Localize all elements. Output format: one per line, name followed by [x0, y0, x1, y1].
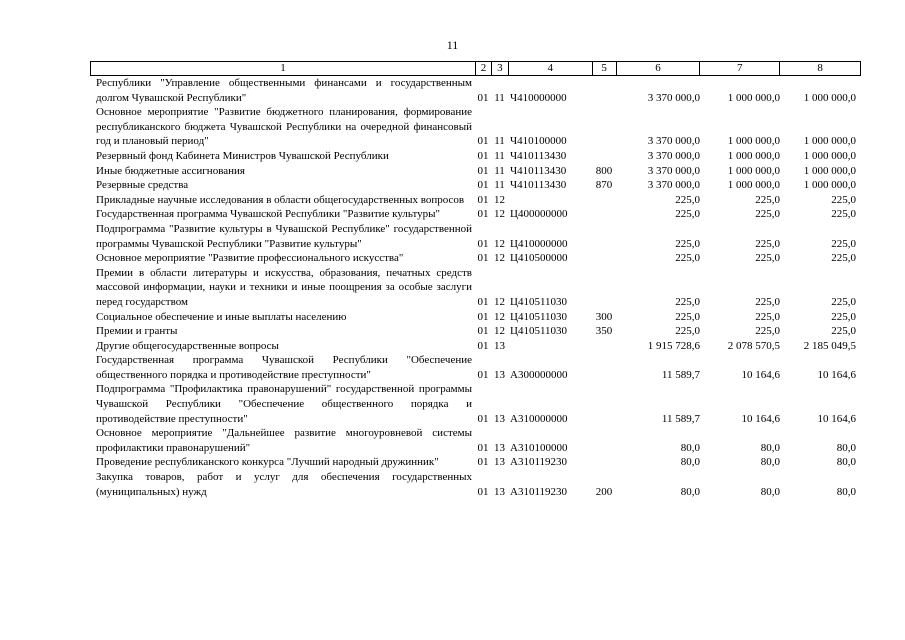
row-subsection: 12 [494, 252, 505, 265]
row-amount-6: 225,0 [675, 310, 700, 323]
row-amount-7: 1 000 000,0 [727, 149, 780, 162]
row-amount-8: 225,0 [831, 295, 856, 308]
table-row [90, 105, 861, 149]
budget-table [90, 61, 861, 499]
table-row [90, 324, 861, 339]
row-name: Государственная программа Чувашской Республики "Развитие культуры" [96, 208, 440, 221]
row-name: Подпрограмма "Развитие культуры в Чувашской Республике" государственной программы Чувашской Республики "Развитие культуры" [96, 222, 472, 250]
row-amount-6: 3 370 000,0 [647, 179, 700, 192]
table-row [90, 222, 861, 251]
row-amount-6: 225,0 [675, 295, 700, 308]
row-target-code: А310000000 [510, 412, 568, 425]
table-row [90, 310, 861, 325]
row-name: Закупка товаров, работ и услуг для обеспечения государственных (муниципальных) нужд [96, 471, 472, 498]
row-target-code: Ц410511030 [510, 295, 568, 308]
table-header [90, 61, 861, 76]
row-amount-6: 225,0 [675, 237, 700, 250]
row-amount-7: 80,0 [760, 456, 780, 469]
row-name: Основное мероприятие "Развитие бюджетного планирования, формирование республиканского бюджета Чувашской Республики на очередной финансовый год и плановый период" [96, 106, 472, 148]
row-amount-7: 225,0 [755, 208, 780, 221]
row-name: Проведение республиканского конкурса "Лучший народный дружинник" [96, 456, 439, 469]
row-section: 01 [477, 149, 489, 162]
header-col-8: 8 [779, 62, 860, 75]
row-section: 01 [477, 208, 489, 221]
row-name: Прикладные научные исследования в области общегосударственных вопросов [96, 193, 465, 206]
table-row [90, 339, 861, 354]
table-row [90, 382, 861, 426]
row-amount-8: 225,0 [831, 193, 856, 206]
row-target-code: Ц400000000 [510, 208, 568, 221]
row-subsection: 12 [494, 325, 505, 338]
row-target-code: Ч410113430 [510, 179, 567, 192]
table-row [90, 76, 861, 105]
row-name: Основное мероприятие "Дальнейшее развитие многоуровневой системы профилактики правонарушений" [96, 427, 472, 454]
header-col-1: 1 [280, 62, 286, 74]
row-name: Премии и гранты [96, 325, 178, 338]
row-name: Государственная программа Чувашской Республики "Обеспечение общественного порядка и противодействие преступности" [96, 354, 472, 381]
row-amount-8: 80,0 [836, 485, 856, 498]
row-target-code: А300000000 [510, 368, 568, 381]
row-amount-7: 225,0 [755, 252, 780, 265]
table-body [90, 76, 861, 499]
row-subsection: 12 [494, 193, 505, 206]
row-section: 01 [477, 135, 489, 148]
row-amount-7: 1 000 000,0 [727, 164, 780, 177]
page-number: 11 [446, 38, 459, 52]
header-col-6: 6 [616, 62, 700, 75]
row-amount-8: 80,0 [836, 456, 856, 469]
row-amount-8: 1 000 000,0 [803, 149, 856, 162]
row-amount-7: 80,0 [760, 485, 780, 498]
row-target-code: Ч410000000 [510, 91, 567, 104]
row-target-code: Ч410113430 [510, 164, 567, 177]
header-col-5: 5 [592, 62, 616, 75]
row-amount-6: 11 589,7 [661, 368, 700, 381]
row-section: 01 [477, 164, 489, 177]
row-amount-6: 80,0 [680, 456, 700, 469]
row-amount-6: 1 915 728,6 [647, 339, 700, 352]
row-amount-7: 1 000 000,0 [727, 91, 780, 104]
row-name: Премии в области литературы и искусства, образования, печатных средств массовой информации, науки и техники и иные поощрения за особые заслуги перед государством [96, 266, 472, 308]
row-expense-type: 800 [595, 164, 613, 177]
header-col-3: 3 [491, 62, 508, 75]
row-section: 01 [477, 456, 489, 469]
table-row [90, 426, 861, 455]
row-amount-8: 225,0 [831, 325, 856, 338]
row-name: Резервный фонд Кабинета Министров Чувашской Республики [96, 149, 389, 162]
row-target-code: А310100000 [510, 441, 568, 454]
row-expense-type: 300 [595, 310, 613, 323]
row-subsection: 13 [494, 339, 505, 352]
row-subsection: 12 [494, 295, 505, 308]
row-amount-7: 2 078 570,5 [727, 339, 780, 352]
row-name: Подпрограмма "Профилактика правонарушений" государственной программы Чувашской Республики "Обеспечение общественного порядка и противодействие преступности" [96, 383, 472, 425]
row-section: 01 [477, 295, 489, 308]
row-subsection: 11 [494, 135, 505, 148]
row-section: 01 [477, 91, 489, 104]
row-target-code: А310119230 [510, 456, 568, 469]
row-target-code: Ч410113430 [510, 149, 567, 162]
row-amount-8: 1 000 000,0 [803, 179, 856, 192]
row-amount-7: 225,0 [755, 193, 780, 206]
row-section: 01 [477, 193, 489, 206]
table-row [90, 207, 861, 222]
row-amount-6: 3 370 000,0 [647, 135, 700, 148]
table-row [90, 149, 861, 164]
row-amount-7: 225,0 [755, 325, 780, 338]
row-section: 01 [477, 252, 489, 265]
row-amount-8: 225,0 [831, 208, 856, 221]
row-amount-6: 80,0 [680, 441, 700, 454]
row-subsection: 13 [494, 441, 505, 454]
row-amount-6: 225,0 [675, 193, 700, 206]
table-row [90, 266, 861, 310]
row-section: 01 [477, 310, 489, 323]
row-subsection: 11 [494, 91, 505, 104]
table-row [90, 164, 861, 179]
row-subsection: 12 [494, 310, 505, 323]
row-section: 01 [477, 237, 489, 250]
table-row [90, 455, 861, 470]
row-subsection: 13 [494, 368, 505, 381]
row-subsection: 13 [494, 456, 505, 469]
row-amount-7: 80,0 [760, 441, 780, 454]
row-amount-8: 10 164,6 [817, 412, 856, 425]
row-amount-7: 1 000 000,0 [727, 179, 780, 192]
header-col-2: 2 [475, 62, 491, 75]
row-section: 01 [477, 368, 489, 381]
row-subsection: 13 [494, 485, 505, 498]
row-amount-8: 225,0 [831, 310, 856, 323]
row-section: 01 [477, 325, 489, 338]
row-amount-6: 3 370 000,0 [647, 164, 700, 177]
row-section: 01 [477, 412, 489, 425]
row-subsection: 13 [494, 412, 505, 425]
row-amount-7: 10 164,6 [741, 412, 780, 425]
header-col-7: 7 [699, 62, 779, 75]
row-name: Резервные средства [96, 179, 189, 192]
table-row [90, 353, 861, 382]
row-amount-8: 10 164,6 [817, 368, 856, 381]
row-amount-7: 225,0 [755, 310, 780, 323]
row-subsection: 12 [494, 237, 505, 250]
row-amount-6: 225,0 [675, 325, 700, 338]
row-amount-8: 225,0 [831, 237, 856, 250]
row-amount-8: 2 185 049,5 [803, 339, 856, 352]
row-amount-8: 80,0 [836, 441, 856, 454]
row-subsection: 11 [494, 179, 505, 192]
row-name: Республики "Управление общественными финансами и государственным долгом Чувашской Республики" [96, 77, 472, 104]
table-row [90, 178, 861, 193]
row-section: 01 [477, 179, 489, 192]
row-amount-6: 3 370 000,0 [647, 91, 700, 104]
row-target-code: Ц410000000 [510, 237, 568, 250]
row-name: Социальное обеспечение и иные выплаты населению [96, 310, 347, 323]
row-expense-type: 870 [595, 179, 613, 192]
row-subsection: 11 [494, 149, 505, 162]
row-section: 01 [477, 339, 489, 352]
row-name: Иные бюджетные ассигнования [96, 164, 245, 177]
row-target-code: Ц410500000 [510, 252, 568, 265]
row-amount-6: 11 589,7 [661, 412, 700, 425]
row-amount-6: 3 370 000,0 [647, 149, 700, 162]
table-row [90, 193, 861, 208]
row-name: Основное мероприятие "Развитие профессионального искусства" [96, 252, 404, 265]
row-amount-7: 225,0 [755, 237, 780, 250]
row-amount-7: 10 164,6 [741, 368, 780, 381]
row-amount-6: 80,0 [680, 485, 700, 498]
header-col-4: 4 [508, 62, 592, 75]
row-amount-7: 225,0 [755, 295, 780, 308]
row-target-code: Ц410511030 [510, 310, 568, 323]
row-amount-8: 1 000 000,0 [803, 135, 856, 148]
row-section: 01 [477, 485, 489, 498]
row-section: 01 [477, 441, 489, 454]
row-expense-type: 350 [595, 325, 613, 338]
row-expense-type: 200 [595, 485, 613, 498]
row-target-code: Ц410511030 [510, 325, 568, 338]
row-name: Другие общегосударственные вопросы [96, 339, 279, 352]
row-amount-8: 1 000 000,0 [803, 164, 856, 177]
row-amount-6: 225,0 [675, 252, 700, 265]
row-amount-8: 1 000 000,0 [803, 91, 856, 104]
row-amount-6: 225,0 [675, 208, 700, 221]
row-target-code: А310119230 [510, 485, 568, 498]
row-target-code: Ч410100000 [510, 135, 567, 148]
row-amount-8: 225,0 [831, 252, 856, 265]
table-row [90, 251, 861, 266]
row-subsection: 12 [494, 208, 505, 221]
table-row [90, 470, 861, 499]
row-subsection: 11 [494, 164, 505, 177]
row-amount-7: 1 000 000,0 [727, 135, 780, 148]
